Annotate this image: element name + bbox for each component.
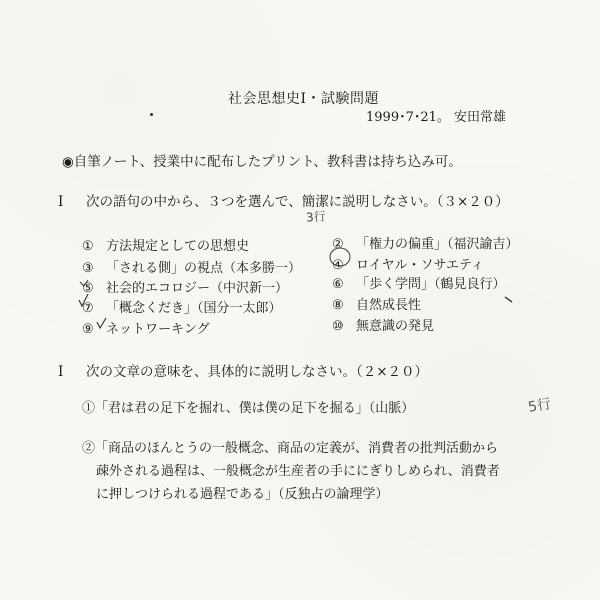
item-number: ②	[332, 237, 344, 252]
item-number: ⑩	[332, 319, 344, 334]
item-number: ⑤	[82, 281, 94, 296]
item-text: 方法規定としての思想史	[106, 239, 250, 254]
item-text: 自然成長性	[356, 298, 422, 313]
item-text: 「歩く学問」（鶴見良行）	[356, 277, 506, 292]
section2-instruction: 次の文章の意味を、具体的に説明しなさい。（２×２０）	[86, 364, 429, 380]
item-number: ④	[332, 258, 344, 273]
check-mark	[79, 294, 88, 306]
item-text: ネットワーキング	[106, 322, 210, 337]
date-author: 1999･7･21。 安田常雄	[366, 110, 507, 125]
item-text: 社会的エコロジー（中沢新一）	[106, 281, 289, 296]
section1-numeral: Ⅰ	[58, 194, 64, 210]
item-text: 無意識の発見	[356, 319, 435, 334]
materials-note: ◉自筆ノート、授業中に配布したプリント、教科書は持ち込み可。	[62, 154, 462, 170]
section2-numeral: Ⅰ	[58, 364, 64, 380]
item-text: 「概念くだき」（国分一太郎）	[106, 301, 282, 316]
item-text: 「権力の偏重」（福沢諭吉）	[356, 237, 519, 252]
item-number: ⑨	[82, 322, 94, 337]
item-text: ロイヤル・ソサエティ	[356, 258, 484, 273]
item-number: ⑥	[332, 277, 344, 292]
circle-mark	[330, 248, 350, 266]
slash-mark	[505, 297, 512, 302]
check-mark	[80, 280, 88, 286]
item-number: ③	[82, 261, 94, 276]
question-2-line: ②「商品のほんとうの一般概念、商品の定義が、消費者の批判活動から	[82, 441, 499, 456]
item-text: 「される側」の視点（本多勝一）	[106, 261, 302, 276]
question-2-line: 疎外される過程は、一般概念が生産者の手ににぎりしめられ、消費者	[96, 464, 500, 479]
handwritten-note-5-lines: 5行	[526, 396, 553, 416]
item-number: ⑧	[332, 298, 344, 313]
item-number: ①	[82, 239, 94, 254]
section1-instruction: 次の語句の中から、３つを選んで、簡潔に説明しなさい。（３×２０）	[86, 194, 509, 210]
question-1: ①「君は君の足下を掘れ、僕は僕の足下を掘る」（山脈）	[82, 401, 415, 416]
item-number: ⑦	[82, 301, 94, 316]
handwritten-note-3-lines: 3行	[305, 209, 327, 225]
question-2-line: に押しつけられる過程である」（反独占の論理学）	[96, 487, 389, 502]
check-mark	[97, 318, 106, 328]
exam-title: 社会思想史Ⅰ・試験問題	[228, 91, 380, 107]
